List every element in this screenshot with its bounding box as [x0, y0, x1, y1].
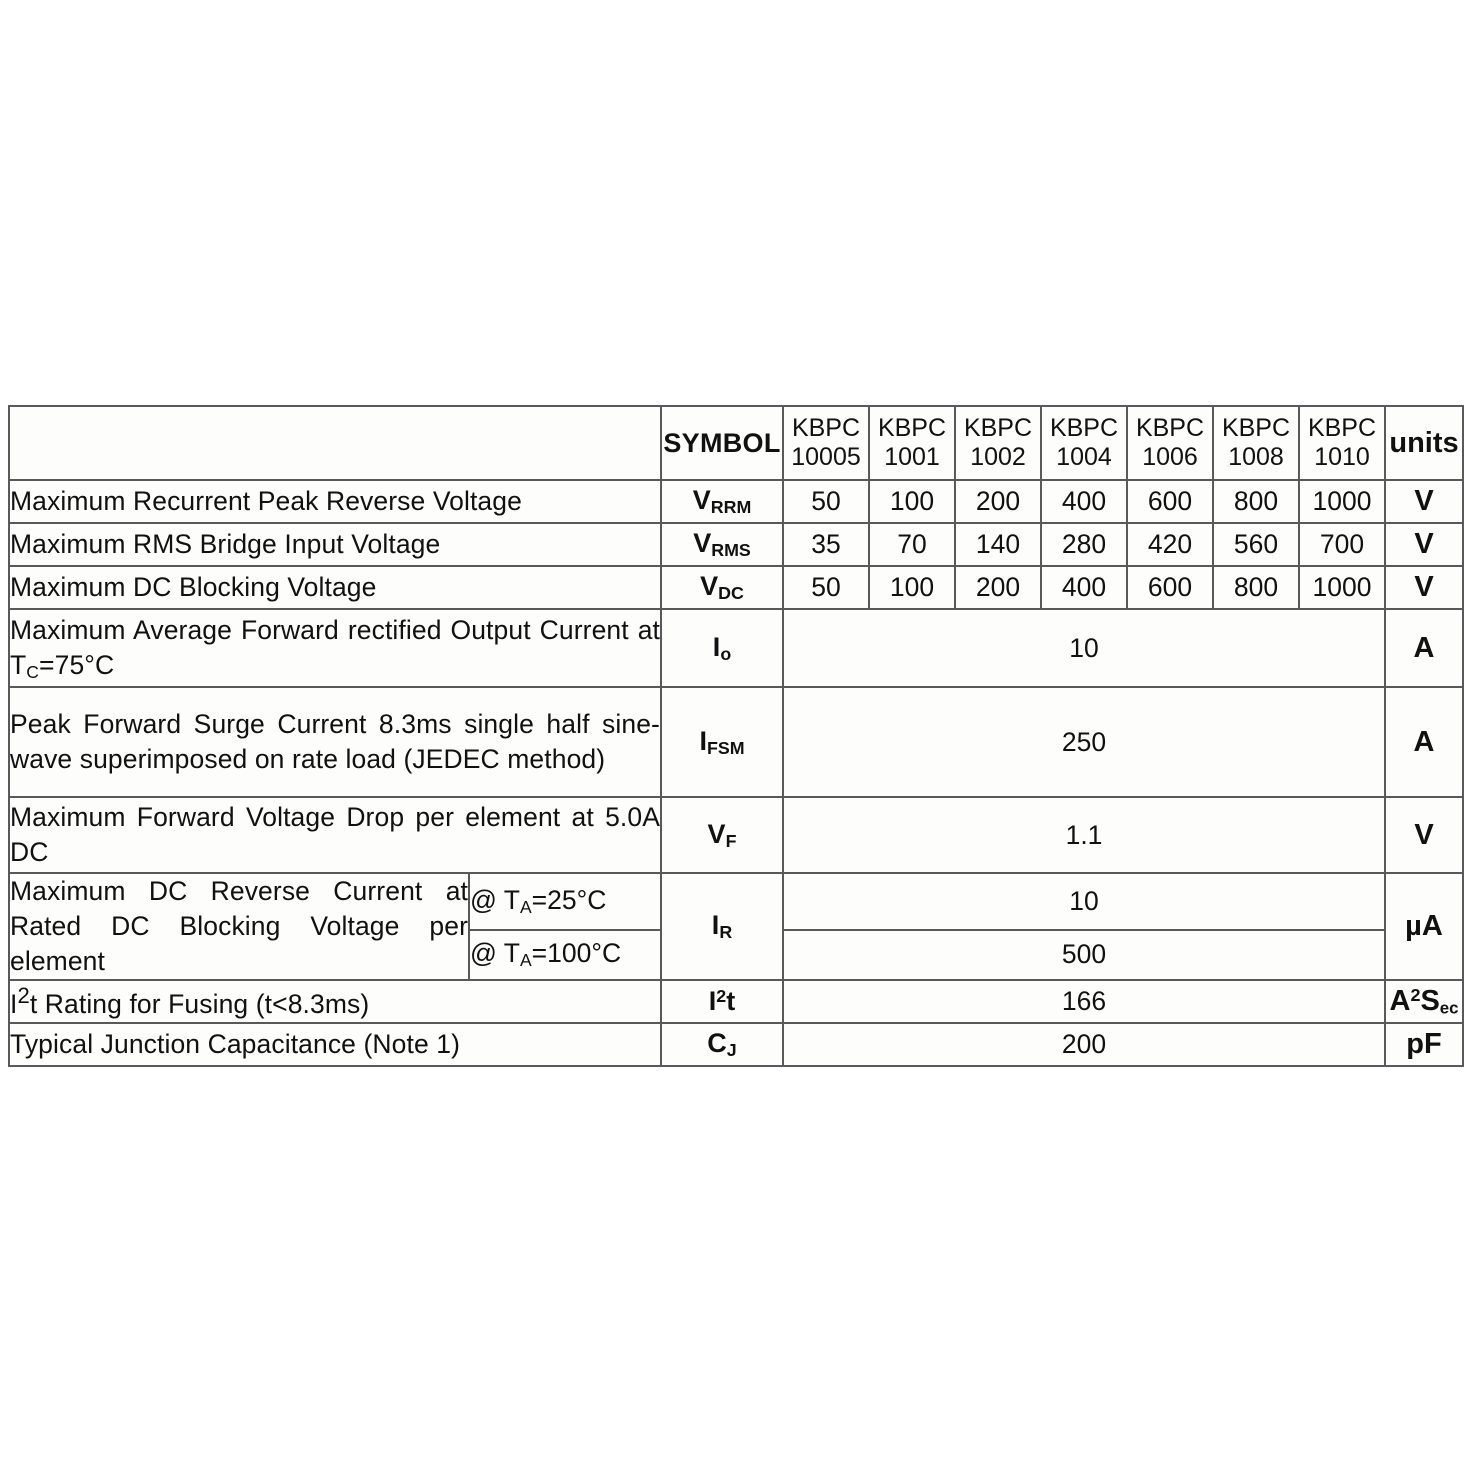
row-description: Maximum Recurrent Peak Reverse Voltage — [9, 480, 661, 523]
value-cell: 600 — [1127, 480, 1213, 523]
symbol-main: V — [700, 571, 719, 602]
description-suffix: t Rating for Fusing (t<8.3ms) — [29, 988, 370, 1019]
symbol-tail: t — [726, 985, 736, 1016]
header-part-line2: 1004 — [1056, 443, 1112, 471]
symbol-subscript: RRM — [710, 496, 752, 517]
row-units: µA — [1385, 873, 1463, 980]
symbol-subscript: DC — [718, 582, 744, 603]
condition-prefix: @ T — [470, 938, 520, 969]
header-part-line2: 1001 — [884, 443, 940, 471]
header-part-line1: KBPC — [1049, 414, 1119, 443]
row-symbol — [661, 873, 783, 980]
condition-suffix: =100°C — [531, 938, 622, 969]
description-line1: Maximum Average Forward rectified Output — [10, 614, 531, 645]
table-row-vrms — [9, 523, 1463, 566]
header-part-kbpc1004 — [1041, 406, 1127, 480]
units-mid: S — [1420, 984, 1440, 1017]
row-symbol — [661, 609, 783, 687]
header-part-line1: KBPC — [963, 414, 1033, 443]
symbol-main: I — [711, 910, 720, 940]
header-part-kbpc1006 — [1127, 406, 1213, 480]
header-part-kbpc1008 — [1213, 406, 1299, 480]
header-units: units — [1385, 406, 1463, 480]
table-row-vf — [9, 797, 1463, 873]
row-description — [9, 609, 661, 687]
header-part-line2: 10005 — [791, 443, 861, 471]
symbol-subscript: RMS — [711, 539, 751, 560]
symbol-main: I — [699, 725, 707, 756]
symbol-subscript: J — [726, 1039, 737, 1060]
condition-cell-100c — [469, 930, 661, 980]
symbol-main: I — [712, 631, 721, 662]
symbol-subscript: FSM — [706, 737, 745, 758]
value-cell: 70 — [869, 523, 955, 566]
value-cell: 800 — [1213, 480, 1299, 523]
row-units: A — [1385, 687, 1463, 797]
row-description: Typical Junction Capacitance (Note 1) — [9, 1023, 661, 1066]
symbol-main: I — [708, 985, 717, 1016]
row-symbol — [661, 1023, 783, 1066]
units-subscript: ec — [1439, 998, 1459, 1018]
maximum-ratings-table — [8, 405, 1464, 1067]
header-part-line2: 1002 — [970, 443, 1026, 471]
value-cell: 560 — [1213, 523, 1299, 566]
header-blank-cell — [9, 406, 661, 480]
description-line2: 5.0A DC — [10, 802, 660, 867]
header-part-kbpc1002 — [955, 406, 1041, 480]
symbol-main: V — [707, 818, 726, 849]
value-cell: 400 — [1041, 566, 1127, 609]
header-part-line2: 1010 — [1314, 443, 1370, 471]
value-cell: 50 — [783, 566, 869, 609]
condition-prefix: @ T — [470, 884, 520, 915]
row-units: V — [1385, 566, 1463, 609]
header-part-kbpc1010 — [1299, 406, 1385, 480]
description-prefix: I — [10, 988, 18, 1019]
row-description — [9, 797, 661, 873]
description-line3: per element — [10, 910, 468, 976]
ratings-table-container — [8, 405, 1462, 1063]
condition-cell-25c — [469, 873, 661, 930]
row-symbol — [661, 566, 783, 609]
row-symbol — [661, 980, 783, 1023]
description-line2: at Rated DC Blocking Voltage — [10, 876, 468, 941]
row-units: A — [1385, 609, 1463, 687]
merged-value-cell: 250 — [783, 687, 1385, 797]
description-line1: Maximum DC Reverse Current — [10, 876, 423, 906]
description-line1: Maximum Forward Voltage Drop per element at — [10, 802, 594, 833]
value-cell: 140 — [955, 523, 1041, 566]
condition-subscript: A — [519, 896, 532, 917]
table-row-vdc — [9, 566, 1463, 609]
units-superscript: 2 — [1410, 984, 1421, 1005]
header-part-line1: KBPC — [791, 414, 861, 443]
value-cell: 1000 — [1299, 480, 1385, 523]
value-cell: 420 — [1127, 523, 1213, 566]
row-units: V — [1385, 797, 1463, 873]
description-line3-text: =75°C — [39, 649, 115, 680]
row-units: V — [1385, 480, 1463, 523]
row-description — [9, 687, 661, 797]
table-row-ifsm — [9, 687, 1463, 797]
header-part-kbpc1001 — [869, 406, 955, 480]
condition-suffix: =25°C — [531, 884, 607, 915]
description-superscript: 2 — [17, 983, 30, 1008]
row-symbol — [661, 480, 783, 523]
header-part-line1: KBPC — [877, 414, 947, 443]
value-cell: 200 — [955, 566, 1041, 609]
value-cell: 600 — [1127, 566, 1213, 609]
row-symbol — [661, 687, 783, 797]
table-row-vrrm — [9, 480, 1463, 523]
row-description — [9, 873, 469, 980]
merged-value-cell: 166 — [783, 980, 1385, 1023]
merged-value-cell: 200 — [783, 1023, 1385, 1066]
row-units: pF — [1385, 1023, 1463, 1066]
header-symbol: SYMBOL — [661, 406, 783, 480]
symbol-main: V — [692, 485, 711, 516]
value-cell: 100 — [869, 566, 955, 609]
merged-value-cell: 10 — [783, 609, 1385, 687]
row-description — [9, 980, 661, 1023]
description-line3: method) — [507, 744, 606, 774]
merged-value-cell: 500 — [783, 930, 1385, 980]
header-part-line1: KBPC — [1135, 414, 1205, 443]
row-symbol — [661, 523, 783, 566]
merged-value-cell: 10 — [783, 873, 1385, 930]
symbol-main: C — [707, 1027, 727, 1058]
description-line2: sine-wave superimposed on rate load (JEDEC — [10, 709, 660, 774]
symbol-superscript: 2 — [716, 985, 727, 1006]
value-cell: 700 — [1299, 523, 1385, 566]
symbol-subscript: o — [720, 643, 732, 664]
table-header-row — [9, 406, 1463, 480]
row-description: Maximum DC Blocking Voltage — [9, 566, 661, 609]
merged-value-cell: 1.1 — [783, 797, 1385, 873]
row-symbol — [661, 797, 783, 873]
table-row-cj — [9, 1023, 1463, 1066]
value-cell: 100 — [869, 480, 955, 523]
table-row-io — [9, 609, 1463, 687]
header-part-line1: KBPC — [1307, 414, 1377, 443]
row-units — [1385, 980, 1463, 1023]
description-line1: Peak Forward Surge Current 8.3ms single half — [10, 709, 590, 740]
symbol-subscript: F — [725, 830, 737, 851]
symbol-main: V — [693, 528, 712, 559]
row-description: Maximum RMS Bridge Input Voltage — [9, 523, 661, 566]
description-line2-text: Current at T — [10, 614, 661, 680]
value-cell: 400 — [1041, 480, 1127, 523]
value-cell: 1000 — [1299, 566, 1385, 609]
header-part-line2: 1006 — [1142, 443, 1198, 471]
row-units: V — [1385, 523, 1463, 566]
description-subscript: C — [26, 661, 40, 682]
value-cell: 35 — [783, 523, 869, 566]
value-cell: 200 — [955, 480, 1041, 523]
value-cell: 800 — [1213, 566, 1299, 609]
header-part-kbpc10005 — [783, 406, 869, 480]
table-row-ir-25c — [9, 873, 1463, 930]
header-part-line2: 1008 — [1228, 443, 1284, 471]
table-row-i2t — [9, 980, 1463, 1023]
symbol-subscript: R — [719, 921, 733, 942]
header-part-line1: KBPC — [1221, 414, 1291, 443]
value-cell: 50 — [783, 480, 869, 523]
units-main: A — [1389, 984, 1411, 1017]
value-cell: 280 — [1041, 523, 1127, 566]
condition-subscript: A — [519, 950, 532, 971]
